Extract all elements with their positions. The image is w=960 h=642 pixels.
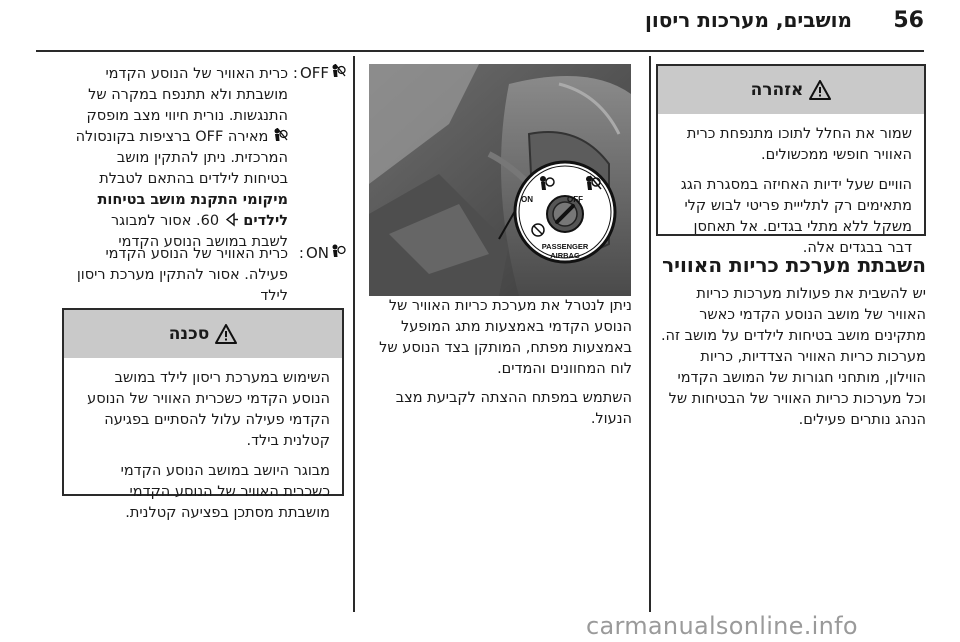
on-entry-text: כרית האוויר של הנוסע הקדמי פעילה. אסור להתקין מערכת ריסון לילד bbox=[76, 246, 288, 304]
off-entry-key: : OFF bbox=[288, 64, 346, 253]
page-reference-icon bbox=[224, 212, 239, 227]
header-rule bbox=[36, 50, 924, 52]
warning-paragraph-1: שמור את החלל לתוכו מתנפחת כרית האוויר חופשי ממכשולים. bbox=[686, 126, 912, 163]
section-body: יש להשבית את פעולות מערכות כריות האוויר של מושב הנוסע הקדמי כאשר מתקינים מושב בטיחות לילדים על מושב זה. מערכות כריות האוויר הצדדיות, כריות הווילון, מותחני חגורות של המושב הקדמי וכל מערכות כריות האוויר של הבטיחות של הנהג נותרים פעילים. bbox=[660, 286, 926, 428]
column-divider-right bbox=[649, 56, 651, 612]
warning-label: אזהרה bbox=[750, 80, 804, 100]
switch-label-off: OFF bbox=[567, 195, 583, 204]
on-entry bbox=[64, 244, 346, 307]
danger-box-header bbox=[64, 310, 342, 358]
warning-paragraph-2: הוויים שעל ידיות האחיזה במסגרת הגג מתאימים רק לתלייית פריטי לבוש קלי משקל ללא מתלי בגדים. אל תאחסן דבר בבגדים אלה. bbox=[680, 177, 912, 256]
switch-label-on: ON bbox=[521, 195, 533, 204]
airbag-on-icon bbox=[331, 244, 346, 259]
off-entry-text-part4: 60. אסור למבוגר לשבת במושב הנוסע הקדמי bbox=[110, 213, 288, 250]
warning-box-header bbox=[658, 66, 924, 114]
off-entry bbox=[64, 64, 346, 253]
off-entry-text-part1: כרית האוויר של הנוסע הקדמי מושבתת ולא תתנפח במקרה של התנגשות. נורית חיווי מצב מופסק bbox=[86, 66, 288, 124]
middle-paragraph-2: השתמש במפתח ההצתה לקביעת מצב הנעול. bbox=[395, 390, 632, 427]
off-entry-text bbox=[74, 64, 288, 253]
watermark: carmanualsonline.info bbox=[586, 612, 858, 640]
off-entry-key-label: OFF bbox=[299, 64, 329, 82]
page-title: מושבים, מערכות ריסון bbox=[645, 8, 852, 32]
on-entry-key-label: ON bbox=[305, 244, 329, 262]
column-divider-left bbox=[353, 56, 355, 612]
on-entry-key: : ON bbox=[288, 244, 346, 307]
warning-triangle-icon bbox=[809, 80, 831, 100]
danger-paragraph-2: מבוגר היושב במושב הנוסע הקדמי כשכרית האוויר של הנוסע הקדמי מושבתת מסתכן בפציעה קטלנית. bbox=[120, 463, 330, 521]
off-entry-text-part3: ברציפות בקונסולה המרכזית. ניתן להתקין מושב בטיחות לילדים בהתאם לטבלת bbox=[75, 129, 288, 187]
middle-paragraph-1: ניתן לנטרל את מערכת כריות האוויר של הנוסע הקדמי באמצעות מתג המופעל באמצעות מפתח, המותקן בצד הנוסע של לוח המחוונים והמדים. bbox=[379, 298, 632, 377]
switch-label-airbag: AIRBAG bbox=[550, 251, 580, 260]
airbag-switch-figure bbox=[369, 64, 631, 296]
airbag-off-icon bbox=[331, 64, 346, 79]
middle-text bbox=[366, 296, 632, 430]
section-heading: השבתת מערכת כריות האוויר bbox=[662, 253, 926, 277]
warning-box bbox=[656, 64, 926, 256]
danger-label: סכנה bbox=[168, 324, 210, 344]
danger-paragraph-1: השימוש במערכת ריסון לילד במושב הנוסע הקדמי כשכרית האוויר של הנוסע הקדמי פעילה עלול להסתיים בפגיעה קטלנית בילד. bbox=[87, 370, 330, 449]
danger-triangle-icon bbox=[215, 324, 237, 344]
page-number: 56 bbox=[893, 8, 924, 33]
off-entry-text-part2: מאירה OFF bbox=[195, 129, 269, 145]
airbag-off-indicator-icon bbox=[273, 128, 288, 143]
section-airbag-deactivation bbox=[658, 252, 926, 431]
dashboard-illustration bbox=[369, 64, 631, 296]
danger-box bbox=[62, 308, 344, 521]
switch-label-passenger: PASSENGER bbox=[541, 242, 589, 251]
off-entry-bold-reference: מיקומי התקנת מושב בטיחות לילדים bbox=[97, 192, 288, 229]
